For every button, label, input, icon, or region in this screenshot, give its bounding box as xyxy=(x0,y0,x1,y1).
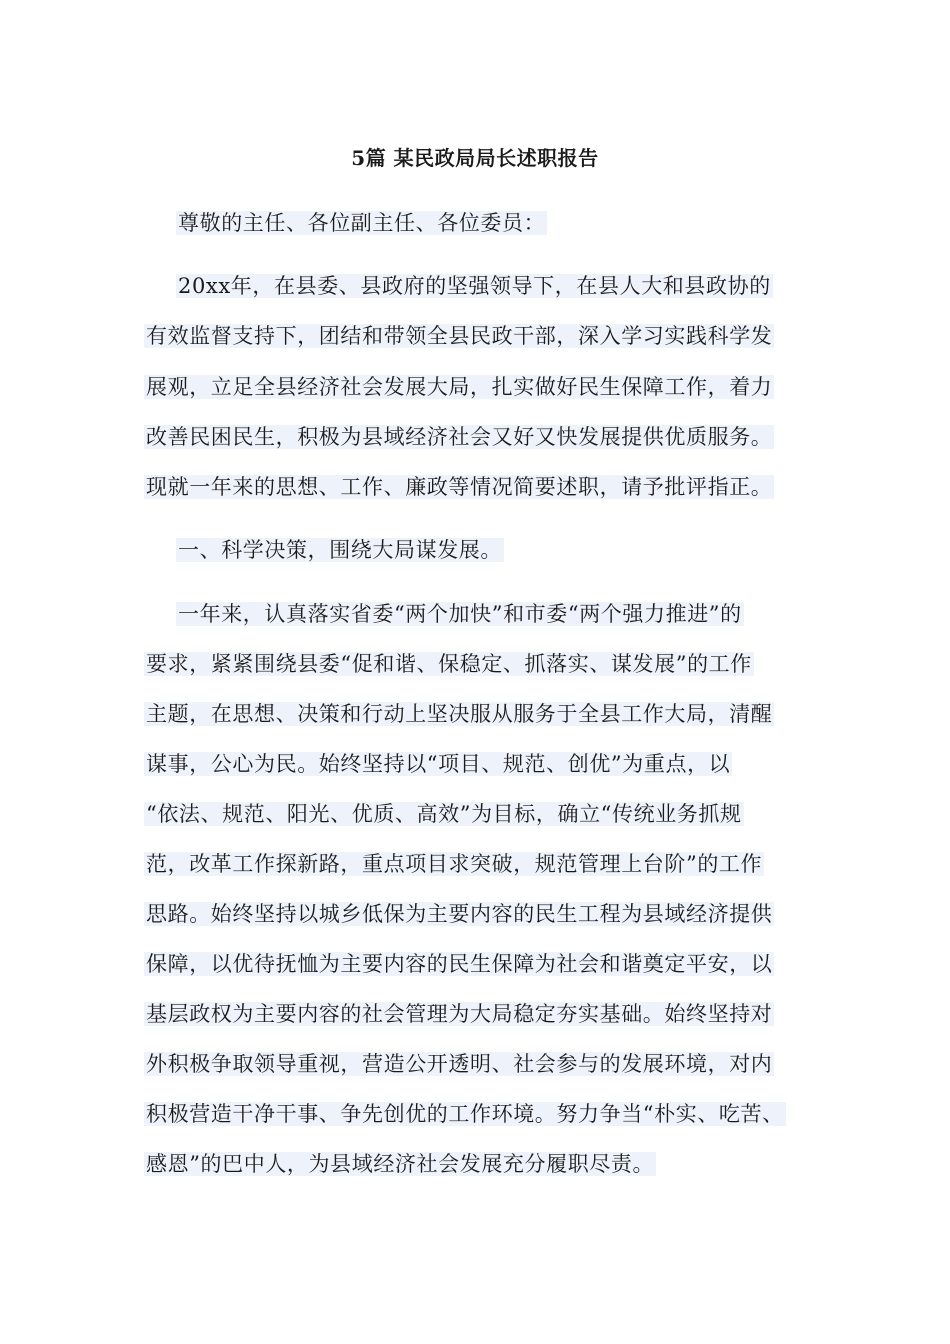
paragraph-line: 积极营造干净干事、争先创优的工作环境。努力争当“朴实、吃苦、 xyxy=(146,1102,784,1126)
paragraph-line: 思路。始终坚持以城乡低保为主要内容的民生工程为县域经济提供 xyxy=(146,902,773,926)
paragraph-line: 改善民困民生，积极为县域经济社会又好又快发展提供优质服务。 xyxy=(146,425,773,449)
paragraph-line: 保障，以优待抚恤为主要内容的民生保障为社会和谐奠定平安，以 xyxy=(146,952,773,976)
paragraph-line: 一年来，认真落实省委“两个加快”和市委“两个强力推进”的 xyxy=(178,602,742,626)
paragraph-line: 基层政权为主要内容的社会管理为大局稳定夯实基础。始终坚持对 xyxy=(146,1002,773,1026)
paragraph-line: 现就一年来的思想、工作、廉政等情况简要述职，请予批评指正。 xyxy=(146,475,773,499)
salutation: 尊敬的主任、各位副主任、各位委员： xyxy=(178,211,546,235)
paragraph-line: 展观，立足全县经济社会发展大局，扎实做好民生保障工作，着力 xyxy=(146,375,773,399)
paragraph-line: 范，改革工作探新路，重点项目求突破，规范管理上台阶”的工作 xyxy=(146,852,763,876)
paragraph-line: 20xx年，在县委、县政府的坚强领导下，在县人大和县政协的 xyxy=(178,274,771,298)
section-heading: 一、科学决策，围绕大局谋发展。 xyxy=(178,538,502,562)
paragraph-line: 外积极争取领导重视，营造公开透明、社会参与的发展环境，对内 xyxy=(146,1052,773,1076)
paragraph-line: 要求，紧紧围绕县委“促和谐、保稳定、抓落实、谋发展”的工作 xyxy=(146,652,752,676)
paragraph-line: 谋事，公心为民。始终坚持以“项目、规范、创优”为重点，以 xyxy=(146,752,731,776)
paragraph-line: 有效监督支持下，团结和带领全县民政干部，深入学习实践科学发 xyxy=(146,324,773,348)
document-title: 5篇 某民政局局长述职报告 xyxy=(351,146,599,170)
paragraph-line: “依法、规范、阳光、优质、高效”为目标，确立“传统业务抓规 xyxy=(146,802,742,826)
paragraph-line: 主题，在思想、决策和行动上坚决服从服务于全县工作大局，清醒 xyxy=(146,702,773,726)
paragraph-line: 感恩”的巴中人，为县域经济社会发展充分履职尽责。 xyxy=(146,1152,655,1176)
